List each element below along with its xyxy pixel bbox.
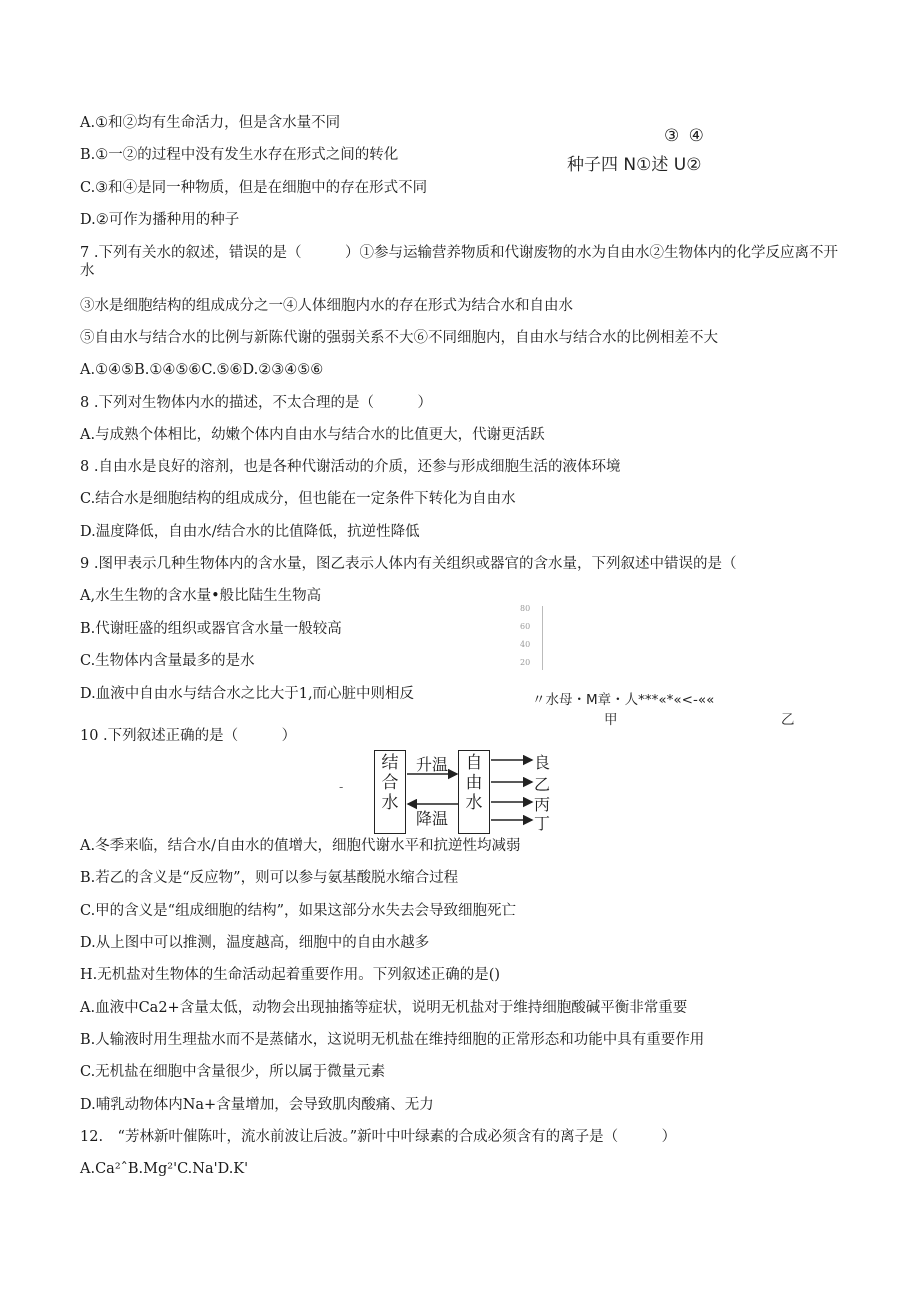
q11-option-a: A.血液中Ca2+含量太低，动物会出现抽搐等症状，说明无机盐对于维持细胞酸碱平衡非常重要 (80, 1000, 688, 1016)
seed-figure-caption: 种子四 N①述 U② (567, 155, 702, 175)
bound-water-char: 水 (381, 793, 399, 813)
q9-chart-caption: 〃水母・M章・人***«*«<-«« (532, 692, 715, 708)
q10-option-d: D.从上图中可以推测，温度越高，细胞中的自由水越多 (80, 935, 430, 951)
free-water-char: 水 (465, 793, 483, 813)
q10-dash-mark: - (339, 780, 344, 794)
output-label: 丁 (534, 814, 551, 833)
heating-label: 升温 (416, 755, 449, 774)
q11-option-b: B.人输液时用生理盐水而不是蒸储水，这说明无机盐在维持细胞的正常形态和功能中具有重要作用 (80, 1032, 705, 1048)
q9-axis-tick: 80 (520, 604, 531, 613)
q7-line3: ⑤自由水与结合水的比例与新陈代谢的强弱关系不大⑥不同细胞内，自由水与结合水的比例相差不大 (80, 330, 718, 346)
q9-option-d: D.血液中自由水与结合水之比大于1,而心脏中则相反 (80, 686, 415, 702)
q6-option-c: C.③和④是同一种物质，但是在细胞中的存在形式不同 (80, 180, 428, 196)
output-label: 良 (534, 753, 551, 772)
output-label: 丙 (534, 795, 551, 814)
q12-stem: 12. “芳林新叶催陈叶，流水前波让后波。”新叶中叶绿素的合成必须含有的离子是（ ） (80, 1129, 677, 1145)
q10-option-b: B.若乙的含义是“反应物”，则可以参与氨基酸脱水缩合过程 (80, 870, 459, 886)
q7-line2: ③水是细胞结构的组成成分之一④人体细胞内水的存在形式为结合水和自由水 (80, 298, 573, 314)
cooling-label: 降温 (416, 809, 449, 828)
q9-axis-tick: 20 (520, 658, 531, 667)
q11-option-c: C.无机盐在细胞中含量很少，所以属于微量元素 (80, 1064, 386, 1080)
q8-option-a: A.与成熟个体相比，幼嫩个体内自由水与结合水的比值更大，代谢更活跃 (80, 427, 545, 443)
q9-axis-tick: 40 (520, 640, 531, 649)
q9-label-jia: 甲 (604, 712, 618, 728)
q7-options: A.①④⑤B.①④⑤⑥C.⑤⑥D.②③④⑤⑥ (80, 362, 324, 378)
q6-option-d: D.②可作为播种用的种子 (80, 212, 240, 228)
free-water-char: 由 (465, 773, 483, 793)
q6-option-b: B.①一②的过程中没有发生水存在形式之间的转化 (80, 147, 399, 163)
q9-stem: 9 .图甲表示几种生物体内的含水量，图乙表示人体内有关组织或器官的含水量，下列叙述中错误的是（ (80, 556, 737, 572)
q9-chart-axis (520, 604, 560, 670)
q8-option-c: C.结合水是细胞结构的组成成分，但也能在一定条件下转化为自由水 (80, 491, 516, 507)
q10-stem: 10 .下列叙述正确的是（ ） (80, 728, 297, 744)
seed-figure-numbers: ③ ④ (664, 126, 706, 146)
q8-option-b: 8 .自由水是良好的溶剂，也是各种代谢活动的介质，还参与形成细胞生活的液体环境 (80, 459, 621, 475)
q11-option-d: D.哺乳动物体内Na+含量增加，会导致肌肉酸痛、无力 (80, 1097, 434, 1113)
q8-option-d: D.温度降低，自由水/结合水的比值降低，抗逆性降低 (80, 524, 420, 540)
q9-option-c: C.生物体内含量最多的是水 (80, 653, 255, 669)
output-label: 乙 (534, 775, 551, 794)
q12-options: A.Ca²ˆB.Mg²'C.Na'D.K' (80, 1161, 249, 1177)
q8-stem: 8 .下列对生物体内水的描述，不太合理的是（ ） (80, 395, 432, 411)
q10-option-a: A.冬季来临，结合水/自由水的值增大，细胞代谢水平和抗逆性均减弱 (80, 838, 521, 854)
q6-option-a: A.①和②均有生命活力，但是含水量不同 (80, 115, 341, 131)
q11-stem: H.无机盐对生物体的生命活动起着重要作用。下列叙述正确的是() (80, 967, 501, 983)
q9-axis-line (542, 606, 543, 670)
q10-option-c: C.甲的含义是“组成细胞的结构”，如果这部分水失去会导致细胞死亡 (80, 903, 517, 919)
q7-stem: 7 .下列有关水的叙述，错误的是（ ）①参与运输营养物质和代谢废物的水为自由水②生物体内的化学反应离不开水 (80, 245, 838, 279)
q9-axis-tick: 60 (520, 622, 531, 631)
q9-label-yi: 乙 (781, 712, 795, 728)
free-water-char: 自 (465, 753, 483, 773)
q9-option-a: A,水生生物的含水量•般比陆生生物高 (80, 588, 322, 604)
bound-water-char: 合 (381, 773, 399, 793)
bound-water-char: 结 (381, 753, 399, 773)
water-conversion-diagram (374, 750, 550, 834)
q9-option-b: B.代谢旺盛的组织或器官含水量一般较高 (80, 621, 342, 637)
diagram-arrows (374, 750, 550, 834)
